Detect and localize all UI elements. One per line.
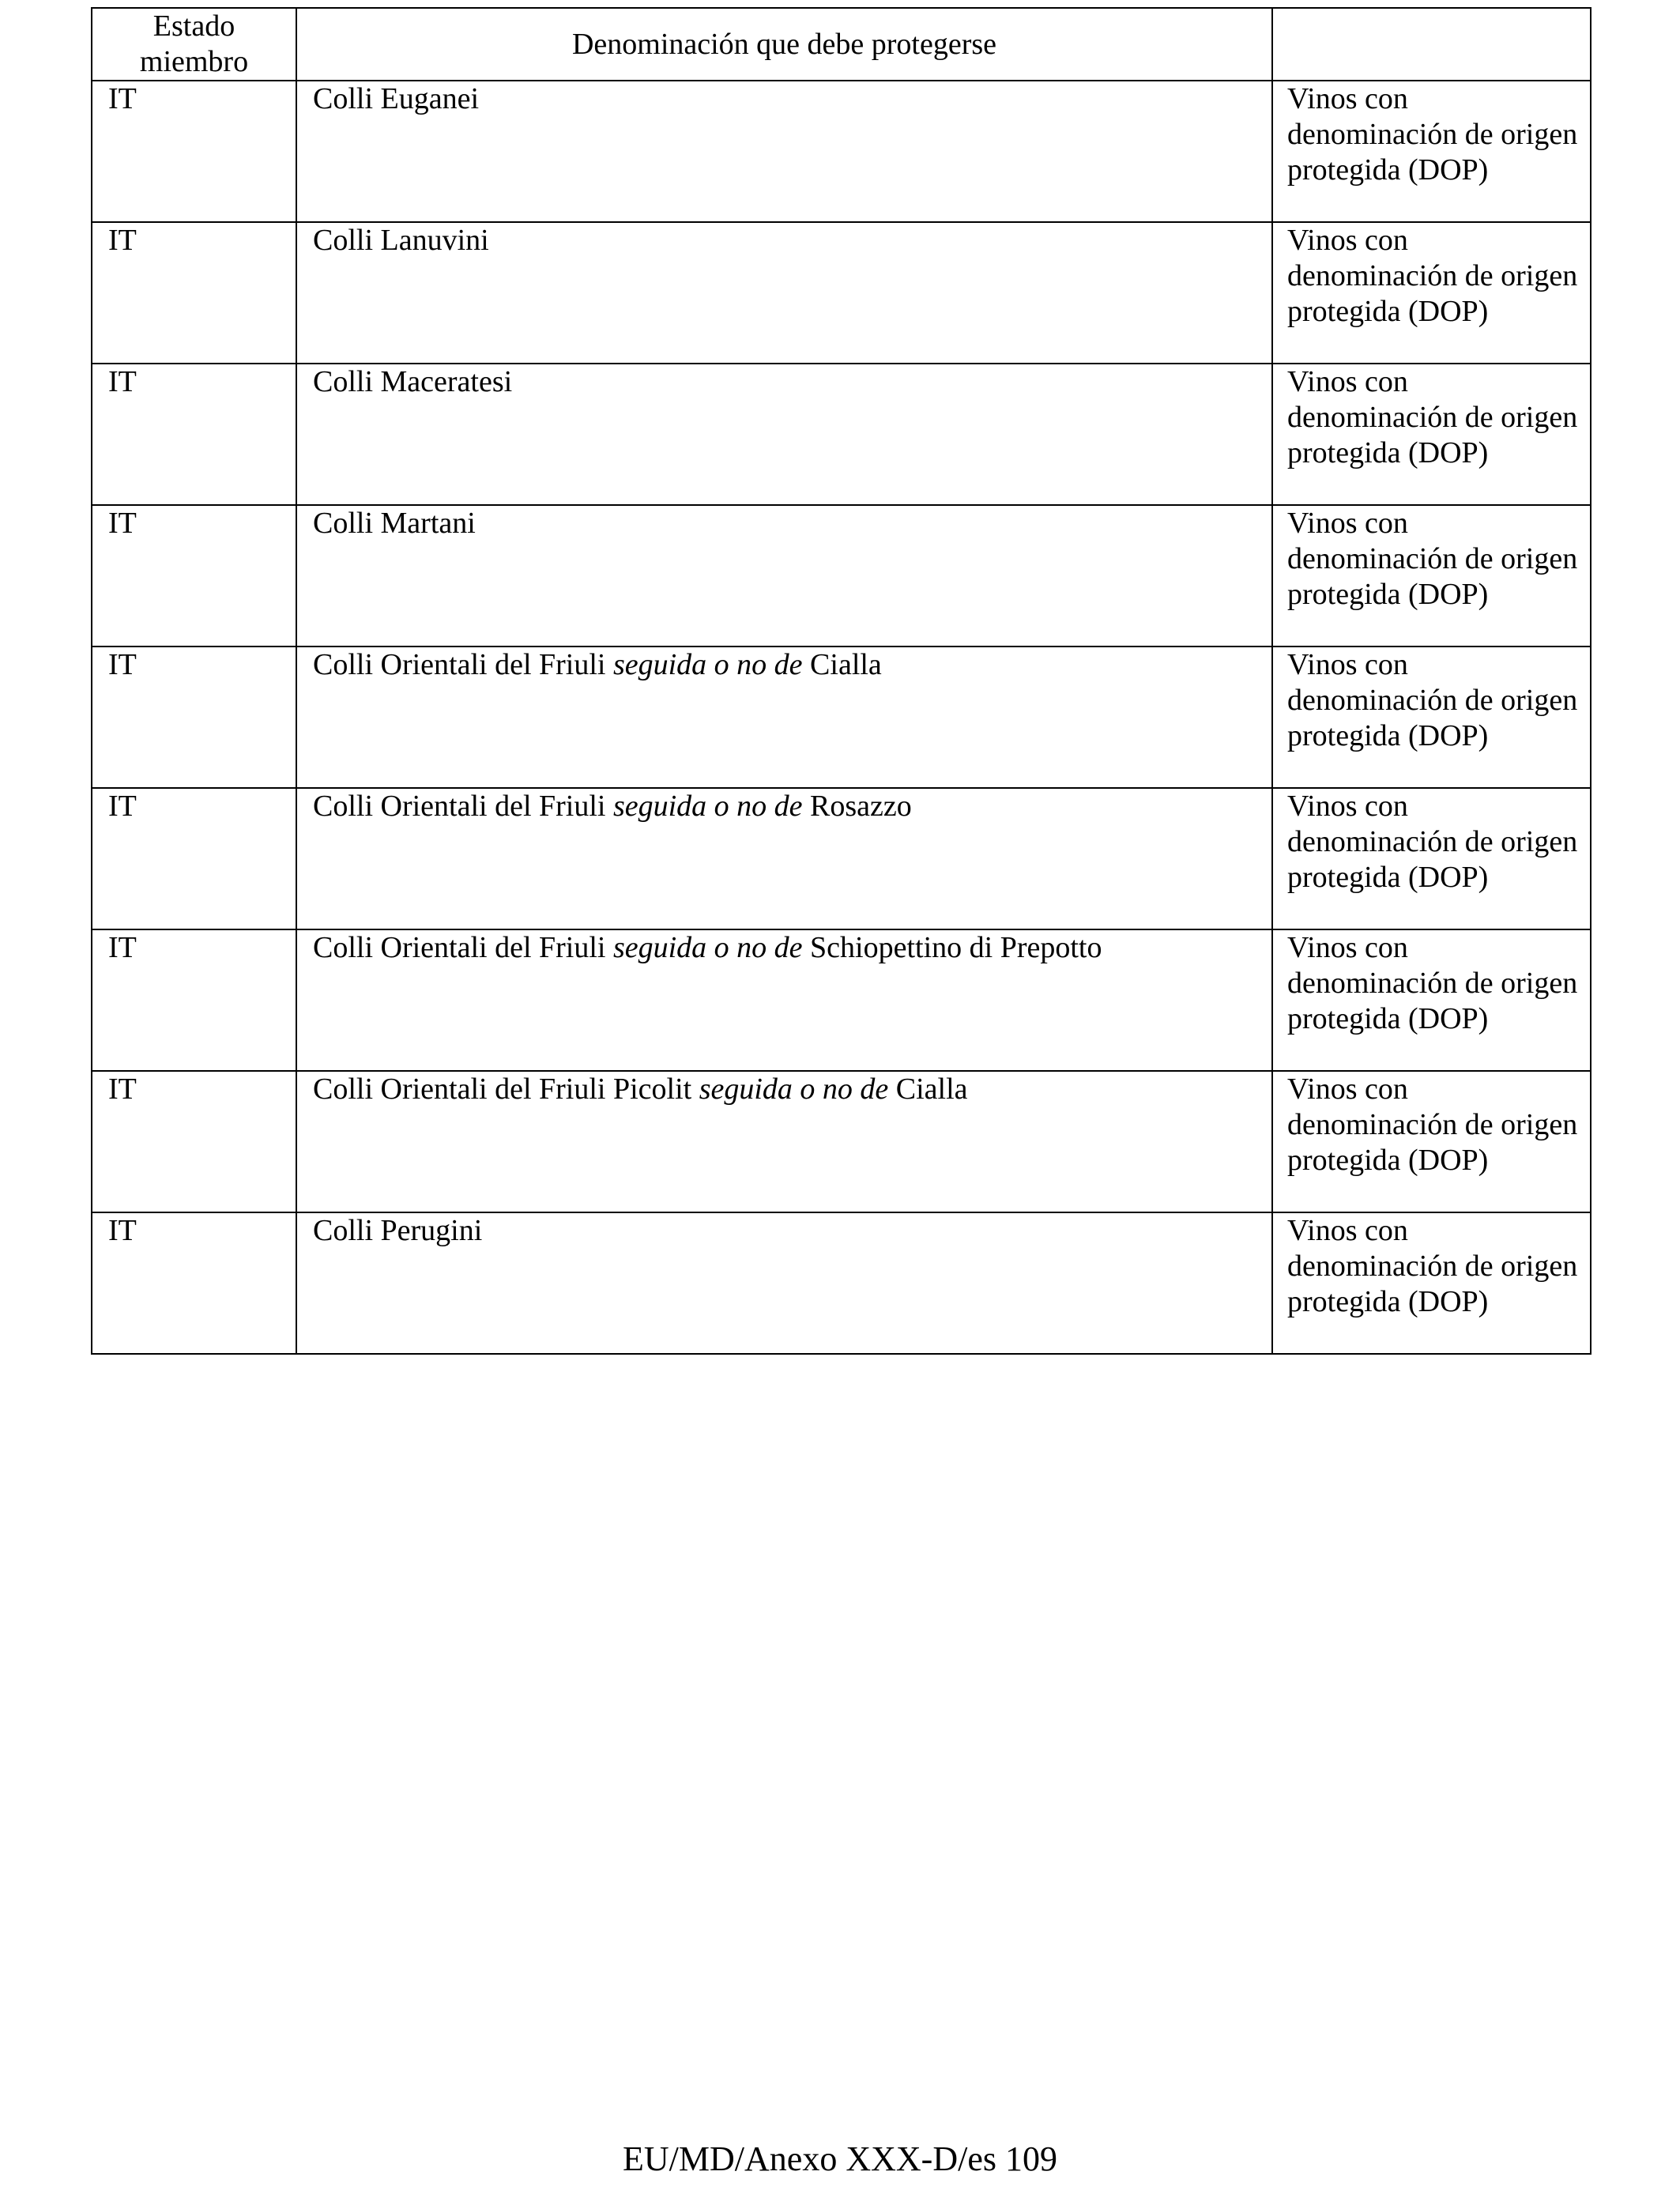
cell-designation xyxy=(296,222,1272,364)
designations-table xyxy=(91,7,1591,1355)
header-category xyxy=(1272,8,1591,81)
cell-designation xyxy=(296,929,1272,1071)
designation-suffix: Cialla xyxy=(888,1072,968,1106)
table-row xyxy=(92,1212,1591,1354)
designation-text: Colli Lanuvini xyxy=(313,224,489,257)
cell-category: Vinos con denominación de origen protegida (DOP) xyxy=(1272,505,1591,647)
designation-suffix: Schiopettino di Prepotto xyxy=(802,931,1102,964)
designation-qualifier: seguida o no de xyxy=(612,648,803,681)
cell-member-state: IT xyxy=(92,222,296,364)
header-member-state: Estado miembro xyxy=(92,8,296,81)
designation-text: Colli Maceratesi xyxy=(313,365,513,398)
cell-category: Vinos con denominación de origen protegida (DOP) xyxy=(1272,788,1591,929)
cell-category: Vinos con denominación de origen protegida (DOP) xyxy=(1272,647,1591,788)
cell-category: Vinos con denominación de origen protegida (DOP) xyxy=(1272,364,1591,505)
cell-designation xyxy=(296,364,1272,505)
designation-text: Colli Orientali del Friuli Picolit xyxy=(313,1072,699,1106)
cell-category: Vinos con denominación de origen protegida (DOP) xyxy=(1272,1071,1591,1212)
cell-member-state: IT xyxy=(92,505,296,647)
table-row xyxy=(92,788,1591,929)
cell-member-state: IT xyxy=(92,1212,296,1354)
cell-member-state: IT xyxy=(92,364,296,505)
table-row xyxy=(92,364,1591,505)
table-row xyxy=(92,1071,1591,1212)
designation-text: Colli Perugini xyxy=(313,1214,483,1247)
designation-text: Colli Martani xyxy=(313,507,476,540)
cell-designation xyxy=(296,1071,1272,1212)
cell-category: Vinos con denominación de origen protegida (DOP) xyxy=(1272,222,1591,364)
cell-category: Vinos con denominación de origen protegida (DOP) xyxy=(1272,1212,1591,1354)
table-row xyxy=(92,929,1591,1071)
table-row xyxy=(92,81,1591,222)
table-row xyxy=(92,505,1591,647)
designation-qualifier: seguida o no de xyxy=(612,931,803,964)
cell-member-state: IT xyxy=(92,929,296,1071)
designation-text: Colli Orientali del Friuli xyxy=(313,648,613,681)
table-row xyxy=(92,222,1591,364)
cell-designation xyxy=(296,647,1272,788)
designation-qualifier: seguida o no de xyxy=(612,790,803,823)
cell-member-state: IT xyxy=(92,647,296,788)
table-body xyxy=(92,81,1591,1354)
cell-designation xyxy=(296,788,1272,929)
cell-member-state: IT xyxy=(92,81,296,222)
cell-designation xyxy=(296,1212,1272,1354)
designation-text: Colli Orientali del Friuli xyxy=(313,790,613,823)
designation-suffix: Cialla xyxy=(802,648,882,681)
designation-suffix: Rosazzo xyxy=(802,790,912,823)
page-footer-reference: EU/MD/Anexo XXX-D/es 109 xyxy=(623,2139,1057,2178)
cell-member-state: IT xyxy=(92,1071,296,1212)
table-row xyxy=(92,647,1591,788)
designation-text: Colli Euganei xyxy=(313,82,480,115)
cell-designation xyxy=(296,505,1272,647)
cell-member-state: IT xyxy=(92,788,296,929)
designation-qualifier: seguida o no de xyxy=(699,1072,889,1106)
cell-category: Vinos con denominación de origen protegida (DOP) xyxy=(1272,81,1591,222)
header-designation: Denominación que debe protegerse xyxy=(296,8,1272,81)
cell-designation xyxy=(296,81,1272,222)
designation-text: Colli Orientali del Friuli xyxy=(313,931,613,964)
table-header-row xyxy=(92,8,1591,81)
cell-category: Vinos con denominación de origen protegida (DOP) xyxy=(1272,929,1591,1071)
